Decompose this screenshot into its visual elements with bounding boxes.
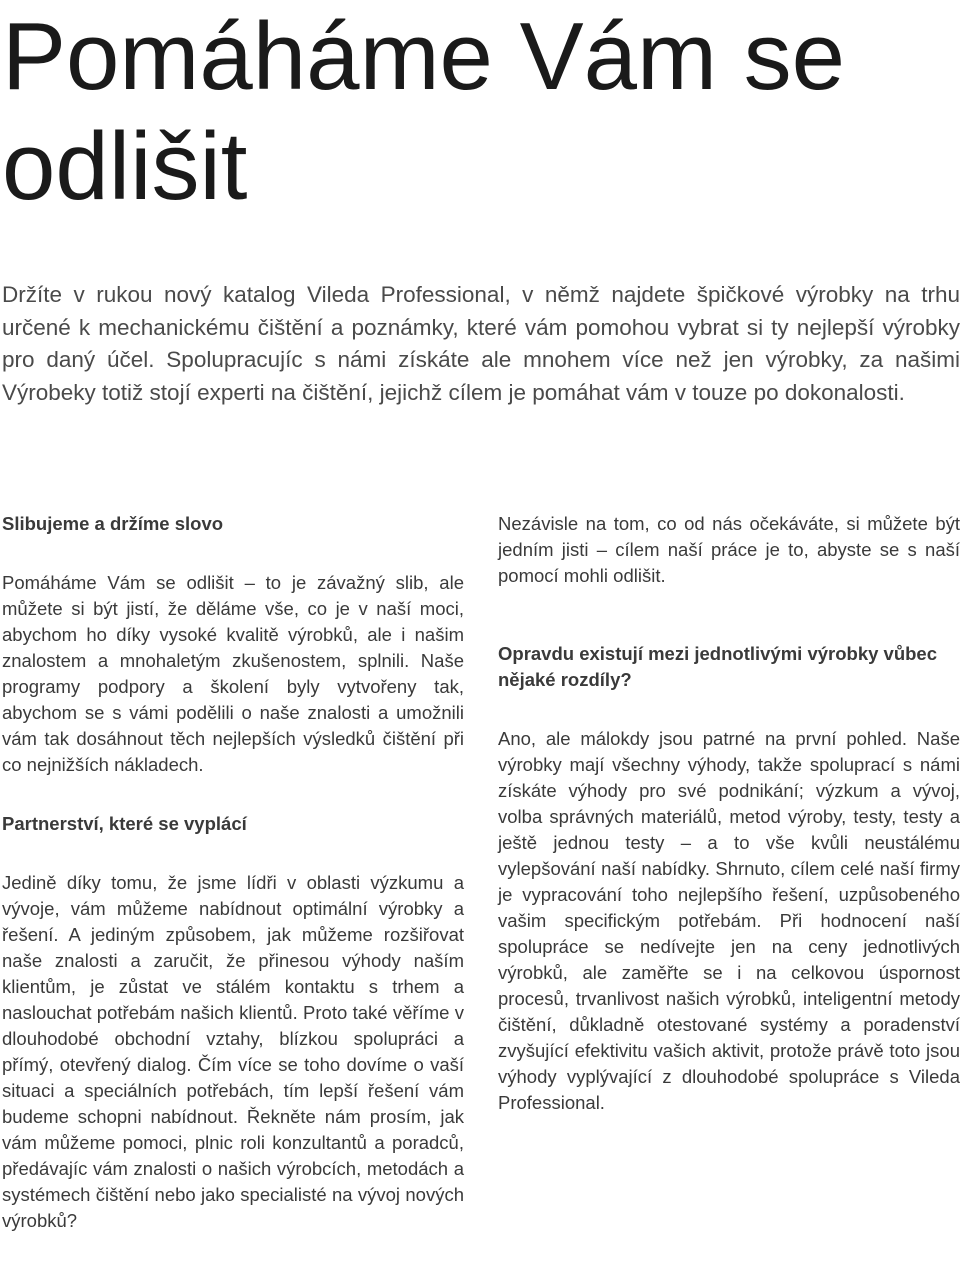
section-heading-partnership: Partnerství, které se vyplácí (2, 813, 247, 834)
left-column (2, 511, 464, 1234)
section-text-differences: Ano, ale málokdy jsou patrné na první pohled. Naše výrobky mají všechny výhody, takže spoluprací s námi získáte výhody pro své podnikání; výzkum a vývoj, volba správných materiálů, metod výroby, testy, testy a ještě jednou testy – a to vše kvůli neustálému vylepšování naší nabídky. Shrnuto, cílem celé naší firmy je vypracování toho nejlepšího řešení, uzpůsobeného vašim specifickým potřebám. Při hodnocení naší spolupráce se nedívejte jen na ceny jednotlivých výrobků, ale zaměřte se i na celkovou úspornost procesů, trvanlivost našich výrobků, inteligentní metody čištění, důkladně otestované systémy a poradenství zvyšující efektivitu vašich aktivit, protože právě toto jsou výhody vyplývající z dlouhodobé spolupráce s Vileda Professional. (498, 728, 960, 1113)
right-intro-text: Nezávisle na tom, co od nás očekáváte, si můžete být jedním jisti – cílem naší práce je to, abyste se s naší pomocí mohli odlišit. (498, 513, 960, 586)
spacer (498, 693, 960, 726)
page-title: Pomáháme Vám se odlišit (2, 3, 846, 220)
spacer (2, 778, 464, 811)
section-text-partnership: Jedině díky tomu, že jsme lídři v oblasti výzkumu a vývoje, vám můžeme nabídnout optimální výrobky a řešení. A jediným způsobem, jak můžeme rozšiřovat naše znalosti a zaručit, že přinesou výhody naším klientům, je zůstat ve stálém kontaktu s trhem a naslouchat potřebám našich klientů. Proto také věříme v dlouhodobé obchodní vztahy, blízkou spolupráci a přímý, otevřený dialog. Čím více se toho dovíme o vaší situaci a speciálních potřebách, tím lepší řešení vám budeme schopni nabídnout. Řekněte nám prosím, jak vám můžeme pomoci, plnic roli konzultantů a poradců, předávajíc vám znalosti o našich výrobcích, metodách a systémech čištění nebo jako specialisté na vývoj nových výrobků? (2, 872, 464, 1231)
spacer (2, 837, 464, 870)
spacer (2, 537, 464, 570)
section-heading-promise: Slibujeme a držíme slovo (2, 513, 224, 534)
intro-paragraph: Držíte v rukou nový katalog Vileda Professional, v němž najdete špičkové výrobky na trhu určené k mechanickému čištění a poznámky, které vám pomohou vybrat si ty nejlepší výrobky pro daný účel. Spolupracujíc s námi získáte ale mnohem více než jen výrobky, za našimi Výrobeky totiž stojí experti na čištění, jejichž cílem je pomáhat vám v touze po dokonalosti. (2, 282, 960, 405)
section-heading-differences: Opravdu existují mezi jednotlivými výrobky vůbec nějaké rozdíly? (498, 643, 938, 690)
spacer (498, 589, 960, 641)
section-text-promise: Pomáháme Vám se odlišit – to je závažný slib, ale můžete si být jistí, že děláme vše, co je v naší moci, abychom ho díky vysoké kvalitě výrobků, ale i našim znalostem a mnohaletým zkušenostem, splnili. Naše programy podpory a školení byly vytvořeny tak, abychom se s vámi podělili o naše znalosti a umožnili vám tak dosáhnout těch nejlepších výsledků čištění při co nejnižších nákladech. (2, 572, 464, 775)
right-column (498, 511, 960, 1116)
